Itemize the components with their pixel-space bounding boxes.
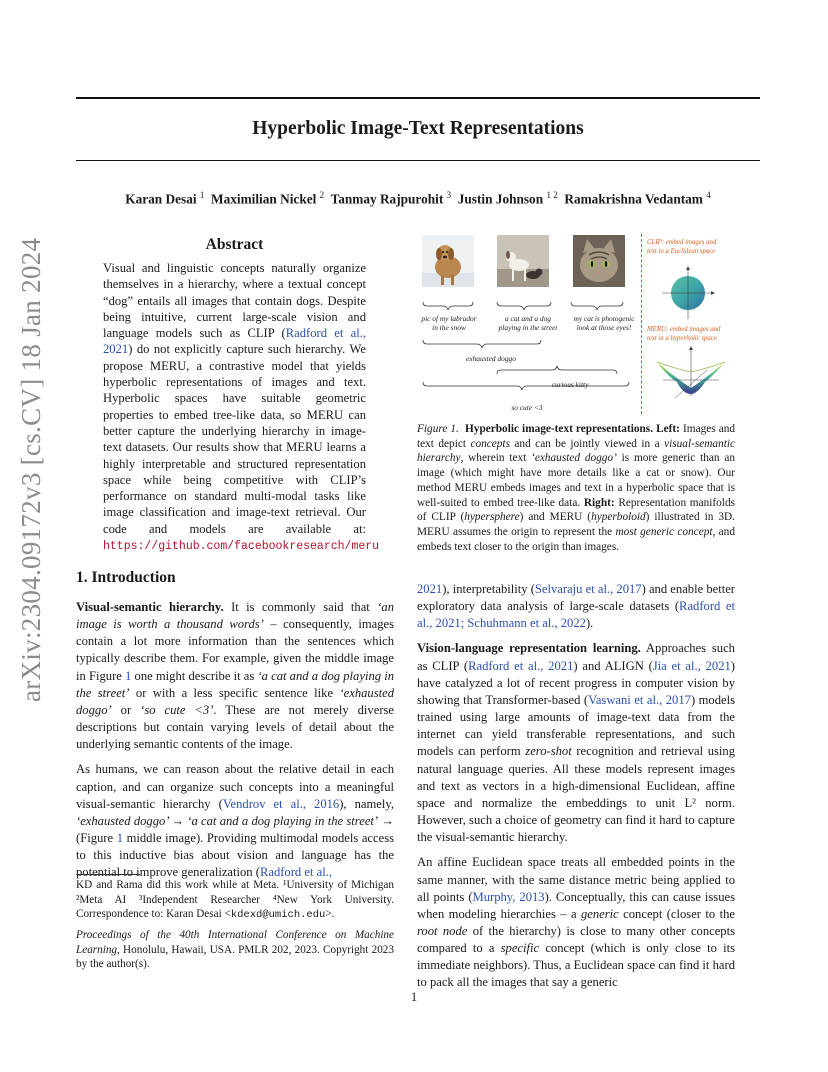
paper-title: Hyperbolic Image-Text Representations bbox=[252, 118, 584, 139]
body-text: or with a less specific sentence like bbox=[135, 685, 334, 700]
author-name: Justin Johnson bbox=[457, 191, 544, 207]
citation-link[interactable]: Radford et al., 2021 bbox=[468, 658, 574, 673]
author-affiliation: 1 2 bbox=[546, 190, 558, 200]
footnote-rule bbox=[76, 874, 140, 875]
right-paragraph-2 bbox=[417, 640, 735, 846]
caption-text: and can be jointly viewed in a bbox=[514, 437, 660, 450]
author-affiliation: 2 bbox=[319, 190, 325, 200]
figure-1 bbox=[417, 232, 735, 420]
caption-text: , wherein text bbox=[460, 452, 527, 465]
proceedings-venue: Proceedings of the 40th International Conference on Machine Learning bbox=[76, 929, 394, 956]
hyperboloid-plot bbox=[653, 346, 729, 406]
proceedings-text: , Honolulu, Hawaii, USA. PMLR 202, 2023. Copyright 2023 by the author(s). bbox=[76, 943, 394, 971]
clip-annotation: CLIP: embed images and text in a Euclidean space bbox=[647, 239, 717, 255]
caption-text: , and embeds text closer to the origin than images. bbox=[417, 525, 735, 553]
body-text: ), namely, bbox=[339, 796, 394, 811]
citation-link[interactable]: 2021 bbox=[417, 582, 443, 596]
paragraph-heading: Visual-semantic hierarchy. bbox=[76, 600, 224, 614]
author-name: Tanmay Rajpurohit bbox=[330, 191, 444, 207]
proceedings-footnote bbox=[76, 928, 394, 972]
body-text: ) and enable better exploratory data analysis of large-scale datasets ( bbox=[417, 582, 736, 614]
title-bottom-rule bbox=[76, 160, 760, 161]
body-text: ) models trained using large amounts of image-text data from the internet can yield transferable representations, and such models can perform bbox=[417, 692, 736, 759]
caption-emph: ‘exhausted doggo’ bbox=[531, 452, 617, 465]
caption-text: ) and MERU ( bbox=[519, 511, 592, 524]
body-text: ). Conceptually, this can cause issues when modeling hierarchies – a bbox=[417, 889, 735, 921]
arxiv-stamp: arXiv:2304.09172v3 [cs.CV] 18 Jan 2024 bbox=[16, 237, 46, 702]
author-affiliation: 1 bbox=[199, 190, 205, 200]
caption-emph: hyperboloid bbox=[591, 511, 646, 524]
body-emph: root node bbox=[417, 923, 468, 938]
abstract-text: ) do not explicitly capture such hierarchy. We propose MERU, a contrastive model that yields hyperbolic representations of images and text. Hyperbolic spaces have suitable geometric properties to embed tree-like data, so MERU can better capture the underlying hierarchy in image-text datasets. Our results show that MERU learns a highly interpretable and structured representation space while being competitive with CLIP’s performance on standard multi-modal tasks like image classification and image-text retrieval. Our code and models are available at: bbox=[103, 342, 366, 536]
body-text: As humans, we can reason about the relative detail in each caption, and can organize such concepts into a meaningful visual-semantic hierarchy ( bbox=[76, 762, 394, 811]
body-text: one might describe it as bbox=[134, 668, 255, 683]
code-url-link[interactable]: https://github.com/facebookresearch/meru bbox=[103, 540, 380, 554]
body-text: It is commonly said that bbox=[231, 600, 370, 614]
affiliation-footnote bbox=[76, 878, 394, 923]
caption-text: Images and text depict bbox=[417, 423, 736, 450]
body-text: or bbox=[120, 702, 132, 717]
abstract-body bbox=[103, 260, 380, 555]
author-affiliation: 4 bbox=[706, 190, 711, 200]
hypersphere-plot bbox=[661, 266, 715, 320]
caption-photogenic-cat: my cat is photogenic look at those eyes! bbox=[573, 314, 635, 332]
citation-link[interactable]: Jia et al., 2021 bbox=[652, 658, 731, 673]
abstract-text: Visual and linguistic concepts naturally organize themselves in a hierarchy, where a textual concept “dog” entails all images that contain dogs. Despite being intuitive, current large-scale vision and language models such as CLIP ( bbox=[103, 261, 366, 341]
citation-link[interactable]: Murphy, 2013 bbox=[472, 889, 545, 904]
meru-annotation: MERU: embed images and text in a hyperbolic space bbox=[647, 326, 721, 342]
author-name: Maximilian Nickel bbox=[211, 191, 317, 207]
intro-paragraph-2 bbox=[76, 761, 394, 881]
right-paragraph-1 bbox=[417, 581, 735, 632]
group-label-so-cute: so cute <3 bbox=[511, 403, 543, 412]
caption-right-marker: Right: bbox=[583, 496, 615, 509]
caption-emph: concepts bbox=[470, 437, 510, 450]
body-text: → (Figure bbox=[76, 813, 394, 846]
citation-link[interactable]: Radford et al., 2021; Schuhmann et al., 2022 bbox=[417, 599, 736, 631]
figure-ref-link[interactable]: 1 bbox=[125, 668, 132, 683]
caption-text: is more generic than an image (which might have more details like a cat or snow). Our method MERU embeds images and text in a hyperbolic space that is well-suited to embed tree-like data. bbox=[417, 452, 735, 509]
body-text: – consequently, images contain a lot more information than the sentences which typically describe them. For example, given the middle image in Figure bbox=[76, 617, 394, 683]
author-name: Karan Desai bbox=[125, 191, 197, 207]
body-emph: specific bbox=[500, 941, 540, 956]
body-quote: ‘exhausted doggo’ → ‘a cat and a dog playing in the street’ bbox=[76, 813, 379, 828]
body-quote: ‘an image is worth a thousand words’ bbox=[76, 600, 394, 632]
caption-emph: most generic concept bbox=[615, 525, 713, 538]
citation-link[interactable]: Vendrov et al., 2016 bbox=[222, 796, 340, 811]
intro-paragraph-1 bbox=[76, 599, 394, 753]
caption-text: Representation manifolds of CLIP ( bbox=[417, 496, 735, 524]
body-text: ). bbox=[585, 616, 594, 631]
intro-left-column bbox=[76, 599, 394, 882]
caption-labrador: pic of my labrador in the snow bbox=[421, 314, 477, 332]
author-list bbox=[76, 190, 760, 207]
intro-right-column bbox=[417, 581, 735, 992]
author-name: Ramakrishna Vedantam bbox=[564, 191, 703, 207]
footnote-text: KD and Rama did this work while at Meta. ¹University of Michigan ²Meta AI ³Independent Researcher ⁴New York University. Correspondence to: Karan Desai < bbox=[76, 879, 394, 921]
page-number: 1 bbox=[410, 990, 418, 1004]
footnote-text: >. bbox=[325, 908, 335, 921]
group-label-curious-kitty: curious kitty bbox=[551, 380, 589, 389]
section-heading-introduction: 1. Introduction bbox=[76, 569, 176, 586]
author-affiliation: 3 bbox=[446, 190, 452, 200]
body-text: recognition and retrieval using natural language queries. All these models represent images and text as vectors in a high-dimensional Euclidean, affine space and normalize the embeddings to unit L² norm. However, such a choice of geometry can find it hard to capture the visual-semantic hierarchy. bbox=[417, 744, 735, 845]
abstract-heading: Abstract bbox=[205, 236, 264, 253]
paragraph-heading: Vision-language representation learning. bbox=[417, 641, 641, 656]
body-text: ) have catalyzed a lot of recent progress in computer vision by showing that Transformer-based ( bbox=[417, 658, 735, 707]
figure-label: Figure 1. bbox=[417, 423, 459, 435]
body-text: An affine Euclidean space treats all embedded points in the same manner, with the same distance metric being applied to all points ( bbox=[417, 855, 735, 904]
group-label-exhausted-doggo: exhausted doggo bbox=[466, 354, 516, 363]
citation-link[interactable]: Radford et al., bbox=[259, 865, 332, 880]
caption-left-marker: Left: bbox=[656, 423, 680, 435]
body-emph: generic bbox=[581, 906, 619, 921]
citation-link[interactable]: Selvaraju et al., 2017 bbox=[534, 582, 642, 596]
figure-1-caption bbox=[417, 422, 735, 554]
author-email[interactable]: kdexd@umich.edu bbox=[230, 909, 326, 922]
body-text: middle image). Providing multimodal models access to this inductive bias about vision and language has the potential to improve generalization ( bbox=[76, 831, 394, 880]
citation-link[interactable]: Radford et al., 2021 bbox=[103, 326, 366, 357]
figure-divider bbox=[641, 234, 642, 414]
body-emph: zero-shot bbox=[525, 744, 572, 759]
body-text: ) and ALIGN ( bbox=[573, 658, 653, 673]
body-text: concept (closer to the bbox=[623, 906, 735, 921]
title-top-rule bbox=[76, 97, 760, 99]
body-quote: ‘a cat and a dog playing in the street’ bbox=[76, 668, 395, 700]
figure-ref-link[interactable]: 1 bbox=[116, 831, 123, 846]
body-text: concept (which is only close to its immediate neighbors). Thus, a Euclidean space can find it hard to pack all the images that say a generic bbox=[417, 941, 735, 990]
figure-caption-title: Hyperbolic image-text representations. bbox=[465, 423, 654, 435]
body-text: Approaches such as CLIP ( bbox=[417, 641, 735, 673]
body-text: of the hierarchy) is close to many other concepts compared to a bbox=[417, 923, 736, 956]
caption-cat-dog-street: a cat and a dog playing in the street bbox=[498, 314, 558, 332]
caption-emph: hypersphere bbox=[464, 511, 520, 524]
citation-link[interactable]: Vaswani et al., 2017 bbox=[588, 692, 691, 707]
body-text: . These are not merely diverse descriptions but contain varying levels of detail about the underlying semantic contents of the image. bbox=[76, 702, 394, 752]
body-quote: ‘exhausted doggo’ bbox=[76, 685, 395, 717]
body-text: ), interpretability ( bbox=[442, 582, 535, 596]
body-quote: ‘so cute <3’ bbox=[140, 702, 214, 717]
caption-emph: visual-semantic hierarchy bbox=[417, 437, 736, 465]
caption-text: ) illustrated in 3D. MERU assumes the origin to represent the bbox=[417, 511, 735, 538]
right-paragraph-3 bbox=[417, 854, 735, 991]
